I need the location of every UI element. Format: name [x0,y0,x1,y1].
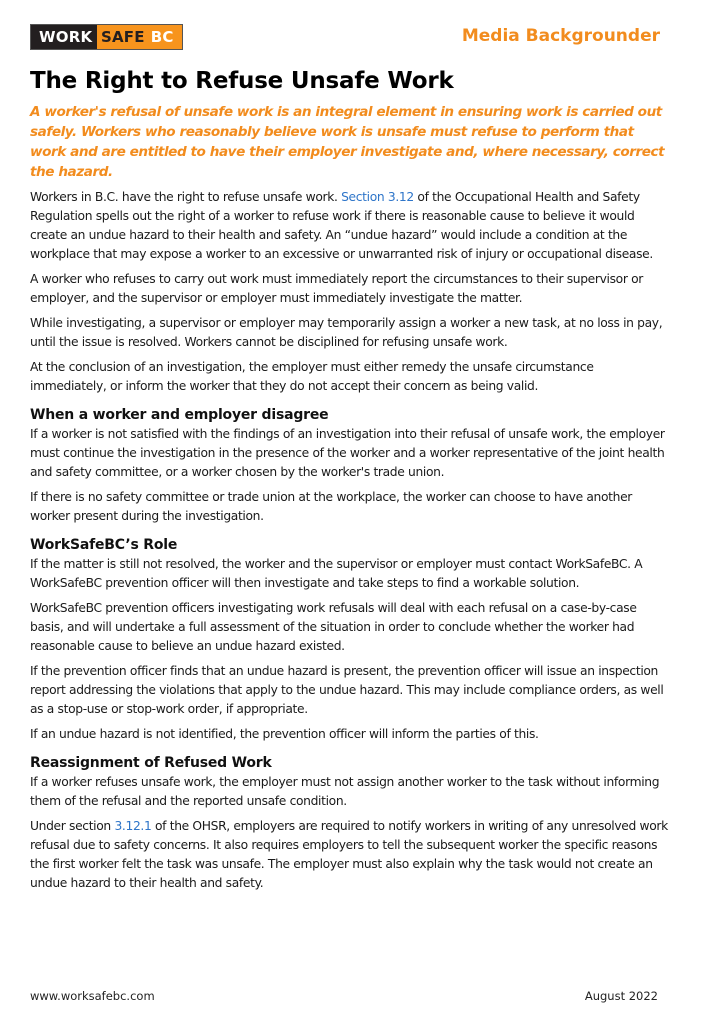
role-paragraph-3: If the prevention officer finds that an undue hazard is present, the prevention officer will issue an inspection report addressing the violations that apply to the undue hazard. This may include compliance orders, as well as a stop-use or stop-work order, if appropriate. [30,664,664,716]
section-heading-disagree: When a worker and employer disagree [30,407,329,423]
logo-work-text: WORK [31,25,97,49]
intro-text-after: of the Occupational Health and Safety Regulation spells out the right of a worker to refuse work if there is reasonable cause to believe it would create an undue hazard to their health and safety. An “undue hazard” would include a condition at the workplace that may expose a worker to an excessive or unwarranted risk of injury or occupational disease. [30,190,653,261]
logo-bc-text: BC [149,25,182,49]
disagree-paragraph-1: If a worker is not satisfied with the findings of an investigation into their refusal of unsafe work, the employer must continue the investigation in the presence of the worker and a worker representative of the joint health and safety committee, or a worker chosen by the worker's trade union. [30,427,665,479]
role-paragraph-2: WorkSafeBC prevention officers investigating work refusals will deal with each refusal on a case-by-case basis, and will undertake a full assessment of the situation in order to conclude whether the worker had reasonable cause to believe an undue hazard existed. [30,601,637,653]
page-title: The Right to Refuse Unsafe Work [30,68,454,94]
page-header [30,24,680,50]
section-3-12-link[interactable]: Section 3.12 [341,190,414,204]
reassignment-text-before: Under section [30,819,115,833]
disagree-paragraph-2: If there is no safety committee or trade union at the workplace, the worker can choose to have another worker present during the investigation. [30,490,633,523]
worksafebc-logo [30,24,183,50]
reassignment-text-after: of the OHSR, employers are required to notify workers in writing of any unresolved work refusal due to safety concerns. It also requires employers to tell the subsequent worker the specific reasons the first worker felt the task was unsafe. The employer must also explain why the task would not create an undue hazard to their health and safety. [30,819,668,890]
footer-website: www.worksafebc.com [30,989,155,1003]
section-heading-reassignment: Reassignment of Refused Work [30,755,272,771]
section-heading-role: WorkSafeBC’s Role [30,537,178,553]
intro-paragraph-3: While investigating, a supervisor or employer may temporarily assign a worker a new task, at no loss in pay, until the issue is resolved. Workers cannot be disciplined for refusing unsafe work. [30,316,663,349]
section-3-12-1-link[interactable]: 3.12.1 [114,819,152,833]
reassignment-paragraph-2 [30,817,670,893]
role-paragraph-4: If an undue hazard is not identified, the prevention officer will inform the parties of this. [30,727,539,741]
intro-paragraph-1 [30,188,670,264]
intro-text-before: Workers in B.C. have the right to refuse unsafe work. [30,190,342,204]
lead-paragraph: A worker's refusal of unsafe work is an integral element in ensuring work is carried out safely. Workers who reasonably believe work is unsafe must refuse to perform that work and are entitled to have their employer investigate and, where necessary, correct the hazard. [30,104,665,180]
document-type-label: Media Backgrounder [461,26,660,46]
role-paragraph-1: If the matter is still not resolved, the worker and the supervisor or employer must contact WorkSafeBC. A WorkSafeBC prevention officer will then investigate and take steps to find a workable solution. [30,557,643,590]
document-body [30,188,670,899]
logo-safe-text: SAFE [97,25,149,49]
footer-date: August 2022 [584,989,658,1003]
intro-paragraph-4: At the conclusion of an investigation, the employer must either remedy the unsafe circumstance immediately, or inform the worker that they do not accept their concern as being valid. [30,360,594,393]
page-footer [30,978,658,1004]
reassignment-paragraph-1: If a worker refuses unsafe work, the employer must not assign another worker to the task without informing them of the refusal and the reported unsafe condition. [30,775,660,808]
intro-paragraph-2: A worker who refuses to carry out work must immediately report the circumstances to their supervisor or employer, and the supervisor or employer must immediately investigate the matter. [30,272,643,305]
